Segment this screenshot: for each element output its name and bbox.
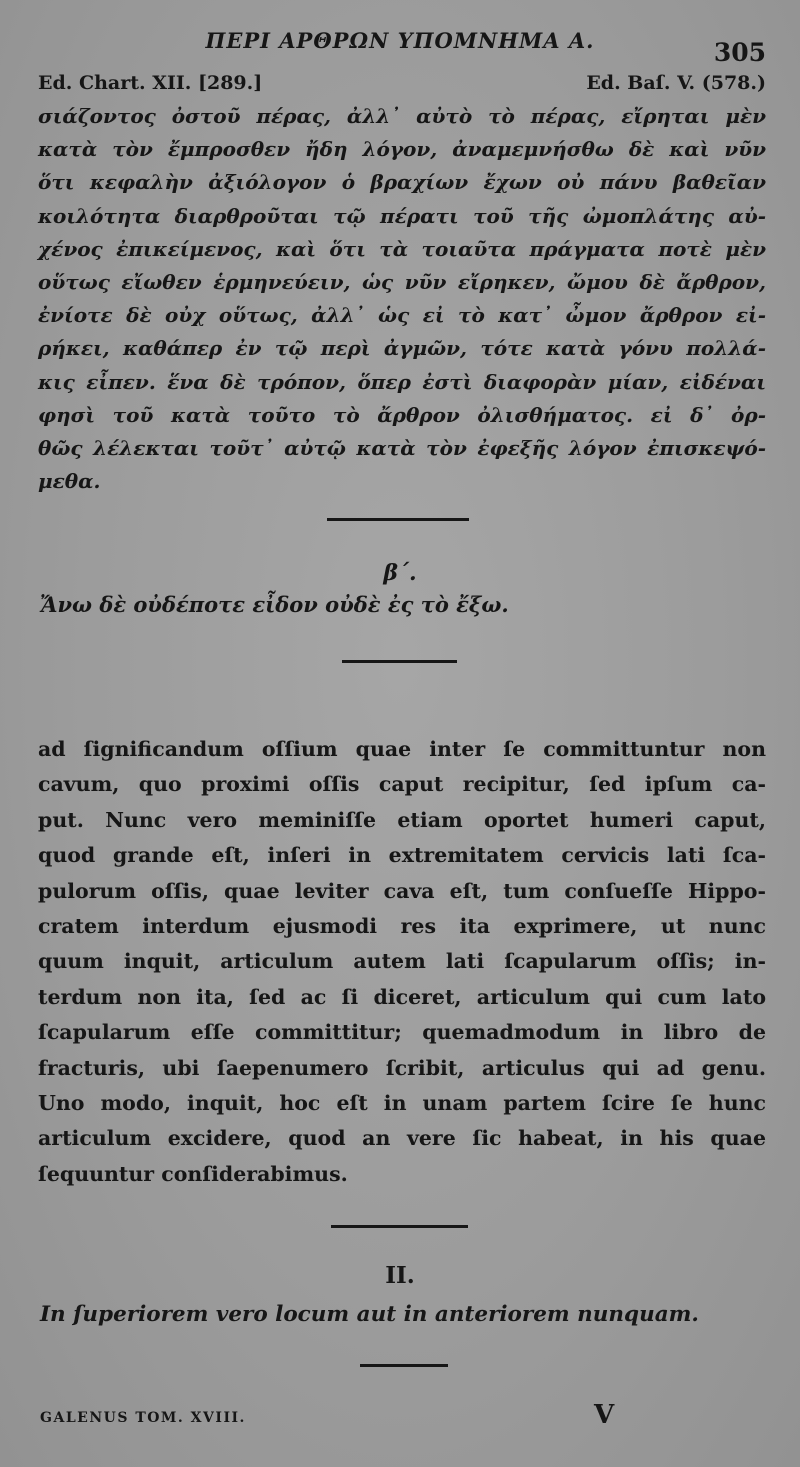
greek-line: σιάζοντος ὀστοῦ πέρας, ἀλλ᾽ αὐτὸ τὸ πέρας, εἴρηται μὲν — [38, 104, 766, 128]
greek-lemma: Ἄνω δὲ οὐδέποτε εἶδον οὐδὲ ἐς τὸ ἔξω. — [40, 592, 509, 617]
latin-line: cratem interdum ejusmodi res ita exprimere, ut nunc — [38, 913, 766, 938]
latin-commentary — [38, 732, 766, 1192]
greek-line: κατὰ τὸν ἔμπροσθεν ἤδη λόγον, ἀναμεμνήσθω δὲ καὶ νῦν — [38, 137, 766, 162]
greek-line: μεθα. — [38, 469, 101, 494]
latin-line: fracturis, ubi ſaepenumero ſcribit, articulus qui ad genu. — [38, 1055, 766, 1080]
latin-line: Uno modo, inquit, hoc eſt in unam partem ſcire ſe hunc — [38, 1090, 766, 1115]
edition-basel-ref: Ed. Baſ. V. (578.) — [586, 72, 766, 94]
greek-line: ἐνίοτε δὲ οὐχ οὕτως, ἀλλ᾽ ὡς εἰ τὸ κατ᾽ ὦμον ἄρθρον εἰ- — [38, 303, 766, 328]
latin-lemma: In ſuperiorem vero locum aut in anteriorem nunquam. — [40, 1302, 699, 1327]
greek-line: χένος ἐπικείμενος, καὶ ὅτι τὰ τοιαῦτα πράγματα ποτὲ μὲν — [38, 236, 766, 261]
section-divider — [331, 1225, 468, 1228]
greek-section-number: β΄. — [383, 560, 417, 586]
latin-line: ſcapularum eſſe committitur; quemadmodum in libro de — [38, 1020, 766, 1045]
printer-signature-mark: V — [594, 1400, 615, 1430]
printer-signature-left: GALENUS TOM. XVIII. — [40, 1410, 246, 1426]
running-head: ΠΕΡΙ ΑΡΘΡΩΝ ΥΠΟΜΝΗΜΑ Α. — [205, 28, 595, 53]
latin-line: terdum non ita, ſed ac ſi diceret, articulum qui cum lato — [38, 984, 766, 1009]
section-divider — [360, 1364, 448, 1367]
latin-section-number: II. — [385, 1262, 415, 1289]
greek-line: θῶς λέλεκται τοῦτ᾽ αὐτῷ κατὰ τὸν ἐφεξῆς λόγον ἐπισκεψό- — [38, 435, 766, 460]
section-divider — [327, 518, 469, 521]
greek-line: κις εἶπεν. ἕνα δὲ τρόπον, ὅπερ ἐστὶ διαφορὰν μίαν, εἰδέναι — [38, 369, 766, 394]
page-number: 305 — [713, 38, 766, 67]
greek-line: οὕτως εἴωθεν ἑρμηνεύειν, ὡς νῦν εἴρηκεν, ὤμου δὲ ἄρθρον, — [38, 269, 766, 294]
latin-line: quod grande eſt, inſeri in extremitatem cervicis lati ſca- — [38, 843, 766, 868]
latin-line: pulorum oſſis, quae leviter cava eſt, tum conſueſſe Hippo- — [38, 878, 766, 903]
greek-line: ρήκει, καθάπερ ἐν τῷ περὶ ἀγμῶν, τότε κατὰ γόνυ πολλά- — [38, 336, 766, 361]
greek-commentary — [38, 100, 766, 498]
latin-line: articulum excidere, quod an vere ſic habeat, in his quae — [38, 1126, 766, 1151]
greek-line: κοιλότητα διαρθροῦται τῷ πέρατι τοῦ τῆς ὠμοπλάτης αὐ- — [38, 203, 766, 228]
latin-line: ad ſignificandum oſſium quae inter ſe committuntur non — [38, 737, 766, 761]
latin-line: put. Nunc vero meminiſſe etiam oportet humeri caput, — [38, 807, 766, 832]
edition-chartier-ref: Ed. Chart. XII. [289.] — [38, 72, 263, 94]
latin-line: quum inquit, articulum autem lati ſcapularum oſſis; in- — [38, 949, 766, 974]
greek-line: ὅτι κεφαλὴν ἀξιόλογον ὁ βραχίων ἔχων οὐ πάνυ βαθεῖαν — [38, 170, 766, 195]
latin-line: cavum, quo proximi oſſis caput recipitur, ſed ipſum ca- — [38, 772, 766, 797]
section-divider — [342, 660, 457, 663]
latin-line: ſequuntur conſiderabimus. — [38, 1161, 348, 1186]
greek-line: φησὶ τοῦ κατὰ τοῦτο τὸ ἄρθρον ὀλισθήματος. εἰ δ᾽ ὀρ- — [38, 402, 766, 427]
